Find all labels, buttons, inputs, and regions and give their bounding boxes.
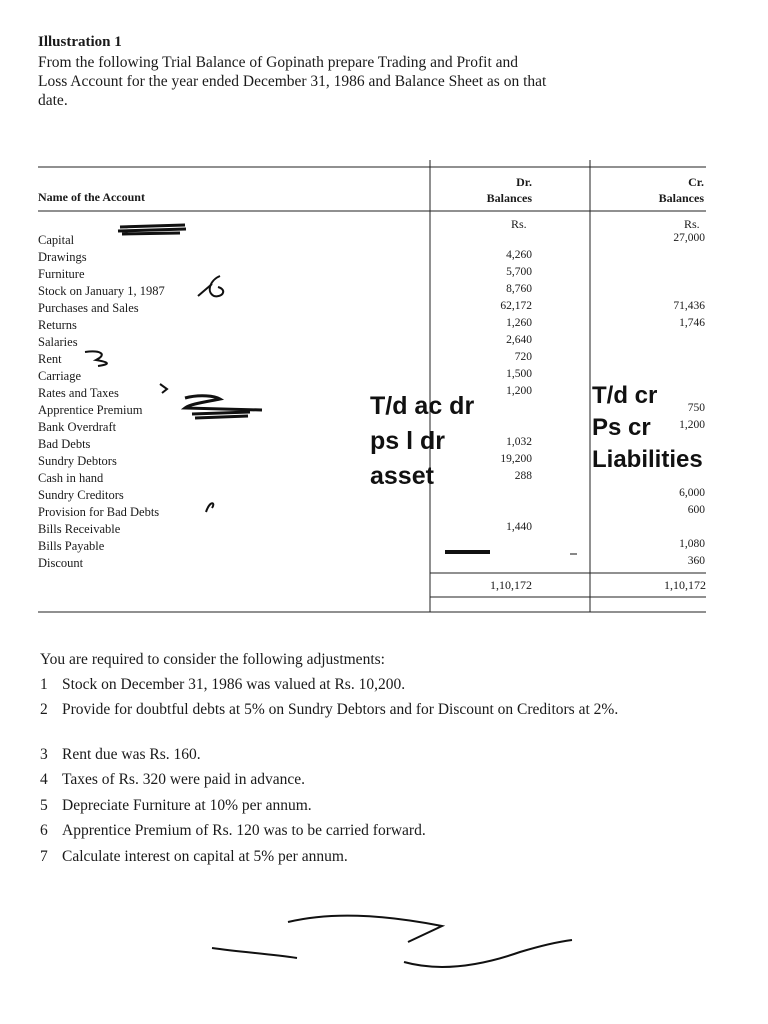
handwritten-scribble-top xyxy=(118,225,186,234)
table-row-dr: 19,200 xyxy=(500,453,532,465)
handwritten-cr-note-3: Liabilities xyxy=(592,446,703,473)
adjustment-item xyxy=(40,675,642,695)
adjustment-number: 7 xyxy=(40,848,48,865)
handwritten-cr-note-2: Ps cr xyxy=(592,414,651,441)
total-dr: 1,10,172 xyxy=(490,578,532,592)
adjustment-text: Provide for doubtful debts at 5% on Sundry Debtors and for Discount on Creditors at 2%. xyxy=(62,701,619,718)
handwritten-dr-note-2: ps l dr xyxy=(370,427,446,455)
handwritten-provision-mark xyxy=(206,503,213,512)
table-row-account: Provision for Bad Debts xyxy=(38,505,160,519)
currency-dr: Rs. xyxy=(511,217,527,231)
table-row-dr: 1,032 xyxy=(506,436,532,448)
table-row-account: Purchases and Sales xyxy=(38,301,139,315)
adjustment-item xyxy=(40,821,642,841)
col-header-dr-line: Dr. xyxy=(516,175,532,189)
col-header-account: Name of the Account xyxy=(38,190,145,204)
adjustments-title: You are required to consider the following adjustments: xyxy=(40,651,385,668)
handwritten-apprentice-scribble xyxy=(185,396,262,418)
table-row-dr: 288 xyxy=(514,470,532,482)
page-heading: Illustration 1 xyxy=(38,34,122,50)
adjustment-text: Stock on December 31, 1986 was valued at Rs. 10,200. xyxy=(62,676,406,693)
table-row-account: Rent xyxy=(38,352,62,366)
adjustment-number: 5 xyxy=(40,797,48,814)
handwritten-dr-note-1: T/d ac dr xyxy=(370,392,475,420)
table-row-account: Cash in hand xyxy=(38,471,104,485)
table-row-account: Drawings xyxy=(38,250,87,264)
table-row-dr: 1,500 xyxy=(506,368,532,380)
table-row-dr: 62,172 xyxy=(500,300,532,312)
table-row-dr: 720 xyxy=(514,351,532,363)
adjustment-text: Apprentice Premium of Rs. 120 was to be carried forward. xyxy=(62,822,426,839)
currency-cr: Rs. xyxy=(684,217,700,231)
col-header-dr xyxy=(470,174,532,206)
handwritten-rent-mark xyxy=(85,351,107,366)
table-row-cr: 600 xyxy=(687,504,705,516)
table-row-account: Sundry Creditors xyxy=(38,488,124,502)
adjustment-number: 6 xyxy=(40,822,48,839)
handwritten-rates-tick xyxy=(160,384,167,393)
table-row-cr: 1,080 xyxy=(679,538,705,550)
table-row-account: Rates and Taxes xyxy=(38,386,119,400)
table-row-dr: 4,260 xyxy=(506,249,532,261)
table-row-cr: 27,000 xyxy=(673,232,705,244)
handwritten-stock-arrow xyxy=(198,276,223,296)
table-row-account: Bills Payable xyxy=(38,539,105,553)
total-cr: 1,10,172 xyxy=(664,578,706,592)
col-header-cr xyxy=(640,174,704,206)
intro-line: From the following Trial Balance of Gopinath prepare Trading and Profit and xyxy=(38,54,519,71)
table-row-account: Returns xyxy=(38,318,77,332)
table-row-account: Bills Receivable xyxy=(38,522,121,536)
table-row-account: Carriage xyxy=(38,369,82,383)
table-row-cr: 1,746 xyxy=(679,317,705,329)
table-row-dr: 1,200 xyxy=(506,385,532,397)
table-row-cr: 750 xyxy=(687,402,705,414)
table-row-dr: 2,640 xyxy=(506,334,532,346)
adjustment-item xyxy=(40,745,642,765)
col-header-cr-line: Cr. xyxy=(688,175,704,189)
adjustment-number: 4 xyxy=(40,771,48,788)
table-row-account: Furniture xyxy=(38,267,85,281)
adjustment-number: 3 xyxy=(40,746,48,763)
adjustment-number: 2 xyxy=(40,701,48,718)
adjustment-text: Taxes of Rs. 320 were paid in advance. xyxy=(62,771,305,788)
table-row-cr: 71,436 xyxy=(673,300,705,312)
col-header-cr-line: Balances xyxy=(658,191,704,205)
table-row-cr: 360 xyxy=(687,555,705,567)
adjustment-item xyxy=(40,700,642,720)
table-row-cr: 1,200 xyxy=(679,419,705,431)
intro-line: Loss Account for the year ended December 31, 1986 and Balance Sheet as on that xyxy=(38,73,547,90)
table-row-account: Sundry Debtors xyxy=(38,454,117,468)
adjustment-text: Calculate interest on capital at 5% per annum. xyxy=(62,848,348,865)
table-row-dr: 8,760 xyxy=(506,283,532,295)
adjustment-text: Rent due was Rs. 160. xyxy=(62,746,201,763)
table-row-account: Bad Debts xyxy=(38,437,91,451)
adjustment-item xyxy=(40,796,642,816)
table-row-account: Capital xyxy=(38,233,75,247)
table-row-dr: 1,260 xyxy=(506,317,532,329)
handwritten-cr-note-1: T/d cr xyxy=(592,382,658,409)
adjustment-text: Depreciate Furniture at 10% per annum. xyxy=(62,797,312,814)
col-header-dr-line: Balances xyxy=(486,191,532,205)
table-row-account: Salaries xyxy=(38,335,78,349)
intro-line: date. xyxy=(38,92,68,109)
handwritten-dr-note-3: asset xyxy=(370,462,434,490)
table-row-account: Discount xyxy=(38,556,84,570)
table-row-account: Bank Overdraft xyxy=(38,420,117,434)
table-row-account: Stock on January 1, 1987 xyxy=(38,284,165,298)
adjustment-number: 1 xyxy=(40,676,48,693)
table-row-dr: 5,700 xyxy=(506,266,532,278)
adjustment-item xyxy=(40,847,642,867)
table-row-cr: 6,000 xyxy=(679,487,705,499)
adjustment-item xyxy=(40,770,642,790)
table-row-dr: 1,440 xyxy=(506,521,532,533)
table-row-account: Apprentice Premium xyxy=(38,403,143,417)
